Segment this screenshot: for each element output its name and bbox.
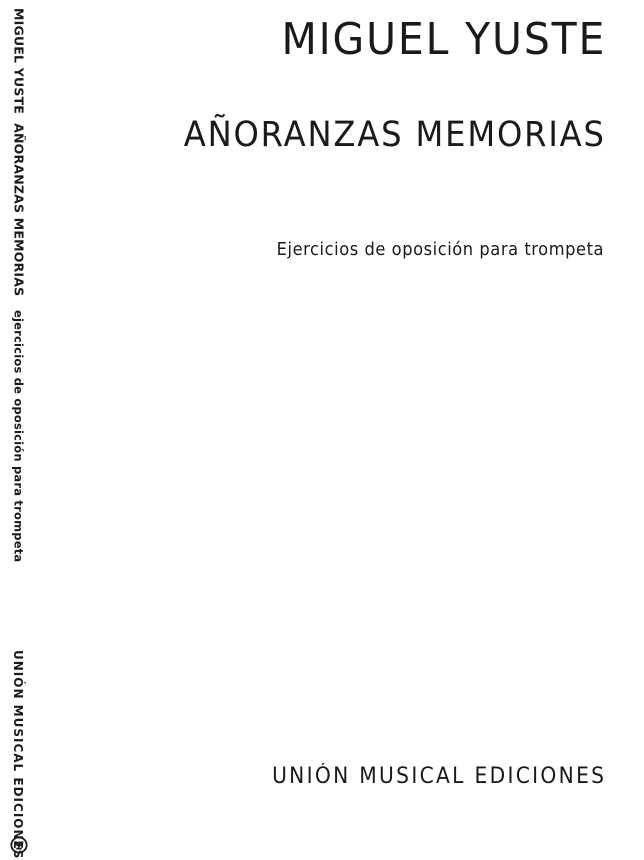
spine-title: AÑORANZAS MEMORIAS [11,123,27,297]
spine [4,0,34,860]
publisher-logo-icon [10,836,28,854]
book-subtitle: Ejercicios de oposición para trompeta [276,240,604,260]
spine-author: MIGUEL YUSTE [11,8,27,115]
spine-subtitle: ejercicios de oposición para trompeta [11,310,26,563]
author-name: MIGUEL YUSTE [281,14,606,65]
spine-publisher: UNIÓN MUSICAL EDICIONES [11,650,25,860]
spine-top-text [12,8,25,562]
publisher-name: UNIÓN MUSICAL EDICIONES [271,764,606,789]
book-title: AÑORANZAS MEMORIAS [183,115,606,155]
